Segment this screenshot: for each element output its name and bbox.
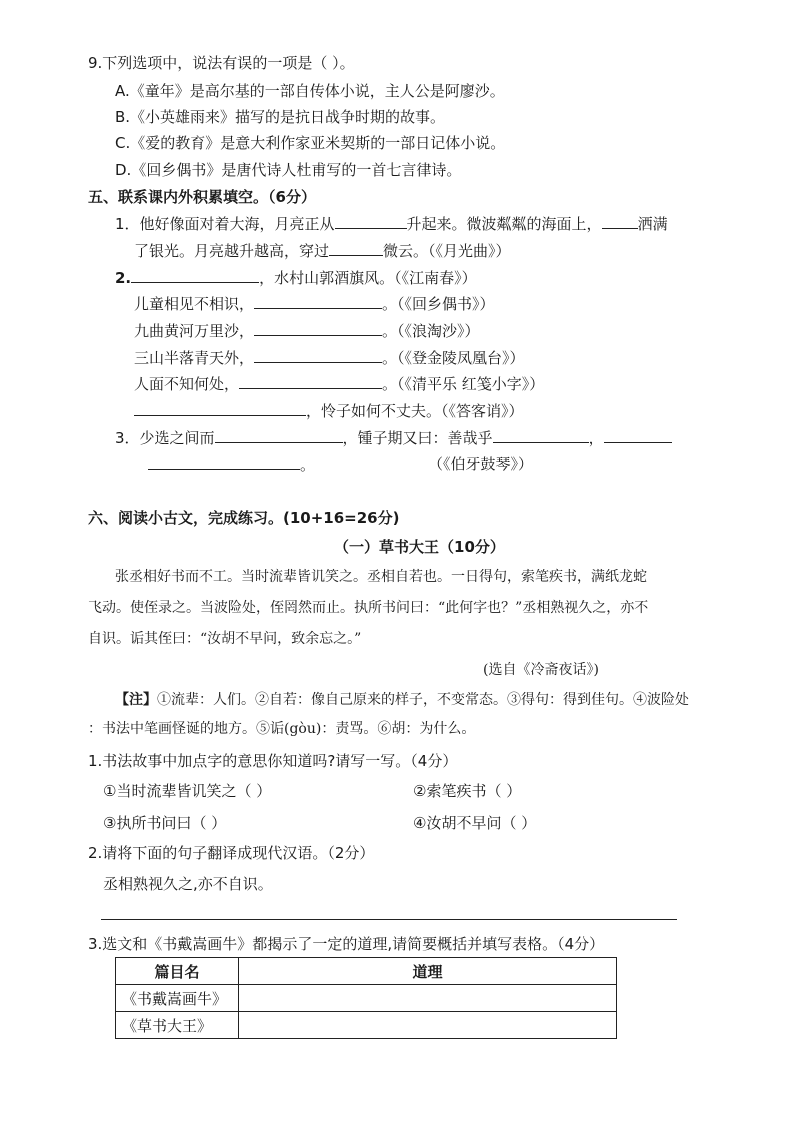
- table-header: 篇目名: [116, 958, 239, 985]
- poem-line: [134, 400, 524, 421]
- q9-option-b: B.《小英雄雨来》描写的是抗日战争时期的故事。: [115, 108, 446, 126]
- s6-q2: 2.请将下面的句子翻译成现代汉语。（2分）: [88, 844, 375, 862]
- section-5-heading: 五、联系课内外积累填空。（6分）: [88, 188, 316, 206]
- blank[interactable]: [602, 213, 638, 229]
- answer-table: [115, 957, 617, 1039]
- s5-q1-text-b: 升起来。微波粼粼的海面上，: [406, 215, 602, 233]
- poem-post: ，怜子如何不丈夫。（《答客诮》）: [306, 402, 524, 420]
- section-6-heading: 六、阅读小古文，完成练习。(10+16=26分): [88, 509, 400, 527]
- poem-line: [134, 320, 480, 341]
- q9-stem: 9.下列选项中，说法有误的一项是（ ）。: [88, 54, 355, 72]
- notes-line-2: ：书法中笔画怪诞的地方。⑤诟(gòu)：责骂。⑥胡：为什么。: [88, 721, 476, 737]
- table-cell-answer[interactable]: [239, 985, 617, 1012]
- poem-pre: 人面不知何处，: [134, 375, 240, 393]
- answer-line[interactable]: [101, 919, 677, 920]
- passage-line: 飞动。使侄录之。当波险处，侄罔然而止。执所书问曰：“此何字也？”丞相熟视久之，亦不: [88, 600, 649, 616]
- poem-line: [134, 373, 544, 394]
- poem-post: 。（《浪淘沙》）: [382, 322, 480, 340]
- s6-q1-item: ②索笔疾书（ ）: [413, 782, 522, 800]
- table-cell-title: 《书戴嵩画牛》: [116, 985, 239, 1012]
- passage-title: （一）草书大王（10分）: [334, 538, 505, 556]
- blank[interactable]: [604, 427, 672, 443]
- s5-q2-text: ，水村山郭酒旗风。（《江南春》）: [259, 269, 477, 287]
- blank[interactable]: [131, 267, 259, 283]
- s6-q1-item: ④汝胡不早问（ ）: [413, 814, 537, 832]
- s5-q3-line2: [148, 454, 315, 475]
- table-cell-title: 《草书大王》: [116, 1012, 239, 1039]
- passage-source: (选自《冷斋夜话》): [483, 662, 599, 678]
- blank[interactable]: [254, 320, 382, 336]
- s5-q1-line2: [134, 240, 511, 261]
- blank[interactable]: [254, 347, 382, 363]
- s5-q3-text-c: ，: [588, 429, 604, 447]
- s6-q1-item: ③执所书问曰（ ）: [103, 814, 227, 832]
- passage-line: 自识。诟其侄曰：“汝胡不早问，致余忘之。”: [88, 631, 362, 647]
- blank[interactable]: [335, 213, 407, 229]
- s5-q3-source: （《伯牙鼓琴》）: [428, 455, 534, 473]
- blank[interactable]: [134, 400, 306, 416]
- s5-q1-text-c: 洒满: [637, 215, 668, 233]
- blank[interactable]: [239, 373, 382, 389]
- blank[interactable]: [493, 427, 589, 443]
- poem-post: 。（《回乡偶书》）: [382, 295, 495, 313]
- table-cell-answer[interactable]: [239, 1012, 617, 1039]
- blank[interactable]: [254, 293, 382, 309]
- poem-pre: 九曲黄河万里沙，: [134, 322, 255, 340]
- s5-q3-line1: [115, 427, 672, 448]
- s6-q3: 3.选文和《书戴嵩画牛》都揭示了一定的道理,请简要概括并填写表格。（4分）: [88, 935, 605, 953]
- s6-q1-item: ①当时流辈皆讥笑之（ ）: [103, 782, 272, 800]
- s6-q2-sentence: 丞相熟视久之,亦不自识。: [103, 875, 273, 893]
- q9-option-c: C.《爱的教育》是意大利作家亚米契斯的一部日记体小说。: [115, 134, 506, 152]
- poem-post: 。（《登金陵凤凰台》）: [382, 349, 525, 367]
- poem-pre: 三山半落青天外，: [134, 349, 255, 367]
- s5-q1-text-d: 了银光。月亮越升越高，穿过: [134, 242, 330, 260]
- s5-q3-end: 。: [300, 456, 316, 474]
- q9-option-d: D.《回乡偶书》是唐代诗人杜甫写的一首七言律诗。: [115, 161, 462, 179]
- s5-q1-text-a: 1．他好像面对着大海，月亮正从: [115, 215, 335, 233]
- s5-q3-text-a: 3．少选之间而: [115, 429, 215, 447]
- blank[interactable]: [215, 427, 343, 443]
- s5-q1-line1: [115, 213, 668, 234]
- blank[interactable]: [148, 454, 300, 470]
- notes-label: 【注】: [115, 692, 157, 708]
- s5-q2-number: 2.: [115, 269, 132, 287]
- q9-option-a: A.《童年》是高尔基的一部自传体小说，主人公是阿廖沙。: [115, 82, 505, 100]
- poem-line: [134, 293, 495, 314]
- s5-q3-text-b: ，锺子期又曰：善哉乎: [342, 429, 493, 447]
- poem-line: [134, 347, 525, 368]
- notes-text: ①流辈：人们。②自若：像自己原来的样子，不变常态。③得句：得到佳句。④波险处: [157, 692, 689, 708]
- blank[interactable]: [329, 240, 383, 256]
- s5-q2-line1: [115, 267, 477, 288]
- notes-line-1: [115, 690, 689, 710]
- s6-q1: 1.书法故事中加点字的意思你知道吗?请写一写。（4分）: [88, 752, 458, 770]
- s5-q1-text-e: 微云。（《月光曲》）: [383, 242, 511, 260]
- poem-post: 。（《清平乐 红笺小字》）: [382, 375, 545, 393]
- poem-pre: 儿童相见不相识，: [134, 295, 255, 313]
- passage-line: 张丞相好书而不工。当时流辈皆讥笑之。丞相自若也。一日得句，索笔疾书，满纸龙蛇: [115, 569, 647, 585]
- table-header: 道理: [239, 958, 617, 985]
